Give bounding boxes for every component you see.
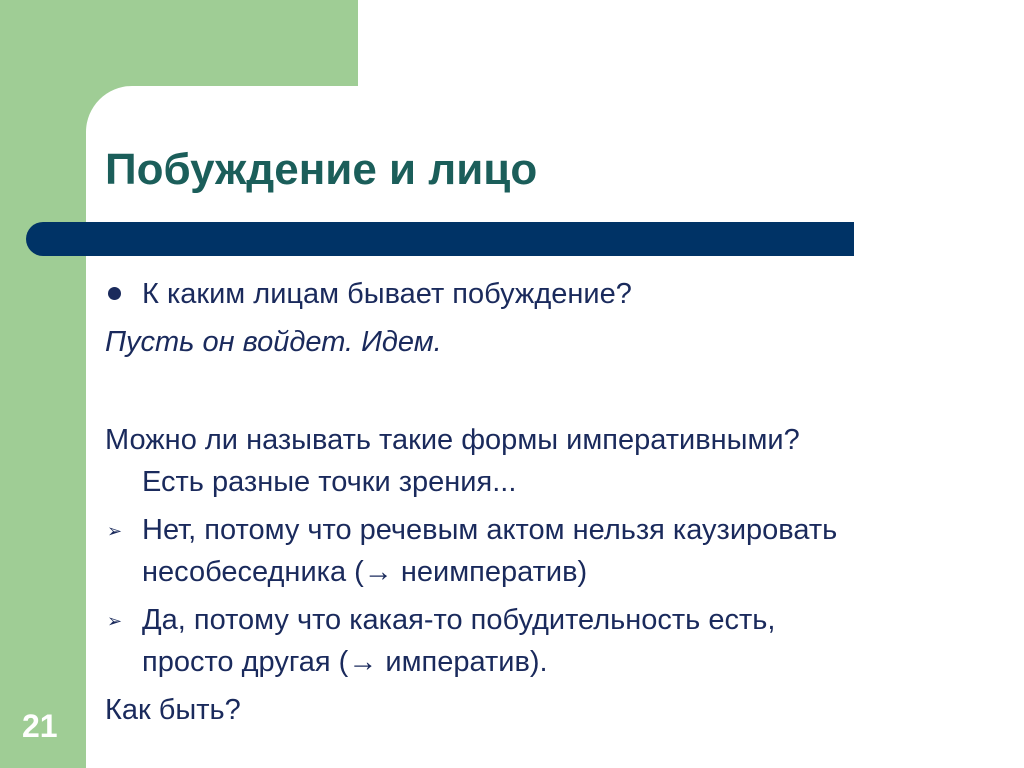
slide-number: 21 <box>22 708 58 744</box>
paragraph-line-2: Есть разные точки зрения... <box>142 466 517 498</box>
title-underline-bar <box>26 222 854 256</box>
chevron-right-icon: ➢ <box>107 611 123 631</box>
closing-question: Как быть? <box>105 694 241 726</box>
paragraph-line-1: Можно ли называть такие формы императивными? <box>105 424 800 456</box>
question-text: К каким лицам бывает побуждение? <box>142 278 632 310</box>
arrow-item-2-line-1: Да, потому что какая-то побудительность есть, <box>142 604 776 636</box>
arrow-item-1-line-2: несобеседника (→ неимператив) <box>142 556 588 588</box>
arrow-item-2-line-2: просто другая (→ императив). <box>142 646 548 678</box>
round-bullet-icon <box>108 287 121 300</box>
chevron-right-icon: ➢ <box>107 521 123 541</box>
arrow-item-1-line-1: Нет, потому что речевым актом нельзя каузировать <box>142 514 838 546</box>
example-text: Пусть он войдет. Идем. <box>105 326 442 358</box>
slide-title: Побуждение и лицо <box>105 145 538 194</box>
